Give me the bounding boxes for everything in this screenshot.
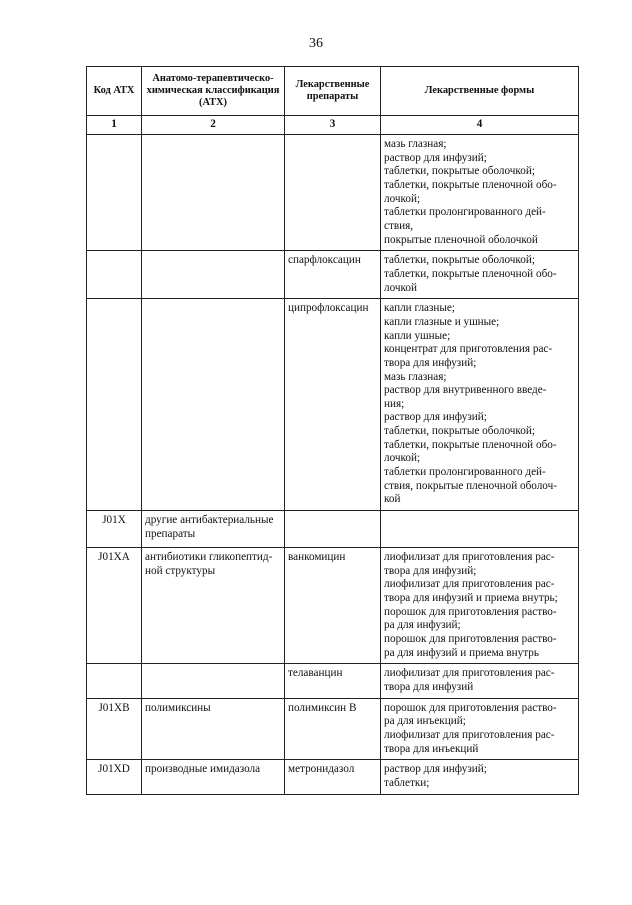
dosage-forms-cell	[381, 299, 579, 511]
dosage-form-line: лочкой;	[384, 192, 421, 205]
classification-line: производные имидазола	[145, 763, 261, 776]
column-number: 4	[381, 116, 579, 135]
dosage-form-line: лочкой	[384, 281, 417, 294]
dosage-form-line: таблетки пролонгированного дей-	[384, 206, 546, 219]
dosage-form-line: ра для инъекций;	[384, 715, 466, 728]
atc-code-cell: J01X	[87, 511, 142, 548]
table-row	[87, 251, 579, 299]
dosage-form-line: раствор для внутривенного введе-	[384, 384, 547, 397]
table-row	[87, 760, 579, 794]
drug-cell: ванкомицин	[285, 548, 381, 664]
dosage-form-line: мазь глазная;	[384, 138, 447, 150]
dosage-form-line: лиофилизат для приготовления рас-	[384, 667, 555, 680]
dosage-form-line: таблетки, покрытые пленочной обо-	[384, 267, 557, 280]
dosage-form-line: порошок для приготовления раство-	[384, 701, 557, 714]
classification-cell	[142, 251, 285, 299]
atc-code-cell: J01XB	[87, 698, 142, 760]
atc-code-cell	[87, 251, 142, 299]
header-row	[87, 67, 579, 116]
classification-line: другие антибактериальные	[145, 514, 274, 527]
classification-cell	[142, 698, 285, 760]
dosage-form-line: капли глазные;	[384, 302, 456, 315]
dosage-form-line: порошок для приготовления раство-	[384, 633, 557, 645]
drug-cell: телаванцин	[285, 664, 381, 698]
header-atc-code: Код АТХ	[87, 67, 142, 116]
column-number-row	[87, 116, 579, 135]
dosage-form-line: твора для инфузий	[384, 680, 474, 693]
dosage-form-line: таблетки;	[384, 776, 430, 789]
dosage-form-line: твора для инфузий и приема внутрь;	[384, 592, 558, 605]
classification-cell	[142, 511, 285, 548]
dosage-form-line: лочкой;	[384, 452, 421, 465]
dosage-forms-cell	[381, 511, 579, 548]
column-number: 2	[142, 116, 285, 135]
classification-cell	[142, 548, 285, 664]
dosage-form-line: ра для инфузий;	[384, 619, 461, 632]
drug-cell: метронидазол	[285, 760, 381, 794]
dosage-forms-cell	[381, 548, 579, 664]
atc-code-cell	[87, 135, 142, 251]
atc-code-cell	[87, 664, 142, 698]
page-number: 36	[309, 36, 323, 51]
dosage-forms-cell	[381, 760, 579, 794]
dosage-form-line: твора для инфузий;	[384, 564, 477, 577]
header-drugs: Лекарственные препараты	[285, 67, 381, 116]
atc-code-cell: J01XD	[87, 760, 142, 794]
dosage-form-line: таблетки, покрытые оболочкой;	[384, 165, 535, 178]
dosage-form-line: ствия,	[384, 219, 414, 232]
dosage-form-line: концентрат для приготовления рас-	[384, 343, 553, 356]
dosage-form-line: лиофилизат для приготовления рас-	[384, 578, 555, 591]
dosage-forms-cell	[381, 664, 579, 698]
column-number: 1	[87, 116, 142, 135]
dosage-form-line: капли глазные и ушные;	[384, 315, 500, 328]
dosage-form-line: порошок для приготовления раство-	[384, 605, 557, 618]
dosage-form-line: таблетки пролонгированного дей-	[384, 466, 546, 479]
dosage-forms-cell	[381, 251, 579, 299]
dosage-form-line: покрытые пленочной оболочкой	[384, 233, 538, 246]
drug-cell	[285, 511, 381, 548]
dosage-form-line: таблетки, покрытые оболочкой;	[384, 254, 535, 267]
drug-cell: спарфлоксацин	[285, 251, 381, 299]
dosage-form-line: таблетки, покрытые пленочной обо-	[384, 438, 557, 451]
dosage-form-line: кой	[384, 493, 401, 506]
table-row	[87, 299, 579, 511]
dosage-forms-cell	[381, 135, 579, 251]
atc-code-cell: J01XA	[87, 548, 142, 664]
dosage-form-line: раствор для инфузий;	[384, 411, 487, 424]
drug-cell	[285, 135, 381, 251]
dosage-form-line: твора для инъекций	[384, 742, 479, 755]
atc-code-cell	[87, 299, 142, 511]
dosage-form-line: раствор для инфузий;	[384, 763, 487, 776]
classification-line: полимиксины	[145, 701, 211, 714]
dosage-form-line: лиофилизат для приготовления рас-	[384, 551, 555, 564]
dosage-form-line: лиофилизат для приготовления рас-	[384, 728, 555, 741]
dosage-forms-cell	[381, 698, 579, 760]
table-row	[87, 664, 579, 698]
classification-cell	[142, 664, 285, 698]
dosage-form-line: ра для инфузий и приема внутрь	[384, 646, 539, 659]
dosage-form-line: ствия, покрытые пленочной оболоч-	[384, 479, 557, 492]
classification-line: препараты	[145, 527, 196, 540]
dosage-form-line: капли ушные;	[384, 329, 451, 342]
dosage-form-line: ния;	[384, 397, 405, 410]
dosage-form-line: раствор для инфузий;	[384, 151, 487, 164]
drug-cell: полимиксин В	[285, 698, 381, 760]
classification-line: ной структуры	[145, 564, 216, 577]
table-row	[87, 511, 579, 548]
classification-cell	[142, 760, 285, 794]
classification-cell	[142, 135, 285, 251]
header-dosage-forms: Лекарственные формы	[381, 67, 579, 116]
table-row	[87, 698, 579, 760]
dosage-form-line: таблетки, покрытые пленочной обо-	[384, 178, 557, 191]
table-row	[87, 548, 579, 664]
drug-cell: ципрофлоксацин	[285, 299, 381, 511]
dosage-form-line: таблетки, покрытые оболочкой;	[384, 425, 535, 438]
header-atc-classification: Анатомо-терапевтическо-химическая классификация (АТХ)	[142, 67, 285, 116]
column-number: 3	[285, 116, 381, 135]
drug-table	[86, 66, 579, 795]
dosage-form-line: мазь глазная;	[384, 370, 447, 383]
classification-cell	[142, 299, 285, 511]
table-row	[87, 135, 579, 251]
classification-line: антибиотики гликопептид-	[145, 551, 273, 564]
dosage-form-line: твора для инфузий;	[384, 356, 477, 369]
